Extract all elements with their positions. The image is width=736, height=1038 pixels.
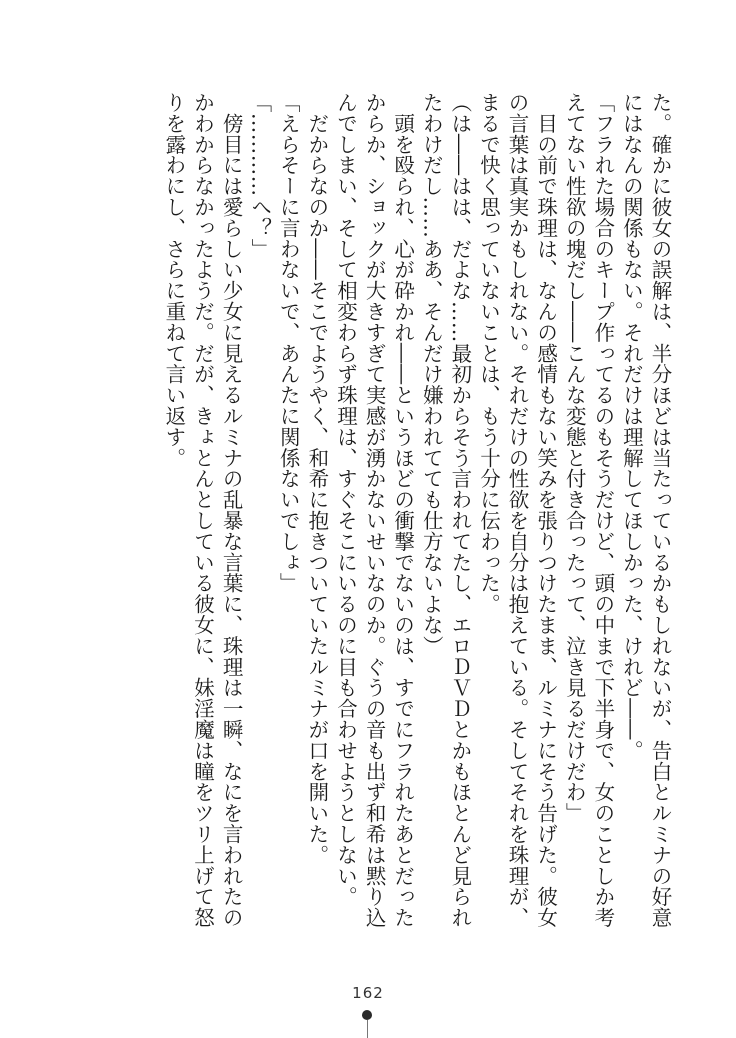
text-line: の言葉は真実かもしれない。それだけの性欲を自分は抱えている。そしてそれを珠理が、 <box>505 92 530 928</box>
page-marker-stem <box>367 1020 368 1038</box>
text-line: た。確かに彼女の誤解は、半分ほどは当たっているかもしれないが、告白とルミナの好意 <box>648 92 672 928</box>
text-line: 「えらそーに言わないで、あんたに関係ないでしょ」 <box>276 92 301 594</box>
text-line: 「…………へ？」 <box>247 92 272 260</box>
text-line: たわけだし……ああ、そんだけ嫌われてても仕方ないよな） <box>419 92 444 657</box>
text-line: からか、ショックが大きすぎて実感が湧かないせいなのか。ぐうの音も出ず和希は黙り込 <box>362 92 387 928</box>
text-line: えてない性欲の塊だし――こんな変態と付き合ったって、泣き見るだけだわ」 <box>562 92 587 824</box>
text-line: りを露わにし、さらに重ねて言い返す。 <box>161 92 186 469</box>
text-line: 頭を殴られ、心が砕かれ――というほどの衝撃でないのは、すでにフラれたあとだった <box>390 92 415 928</box>
text-line: （は――はは、だよな……最初からそう言われてたし、エロＤＶＤとかもほとんど見られ <box>447 92 472 928</box>
text-line: 傍目には愛らしい少女に見えるルミナの乱暴な言葉に、珠理は一瞬、なにを言われたの <box>219 92 244 928</box>
text-line: かわからなかったようだ。だが、きょとんとしている彼女に、妹淫魔は瞳をツリ上げて怒 <box>190 92 215 928</box>
page-footer <box>0 980 736 1038</box>
vertical-text-body <box>159 92 674 972</box>
text-line: まるで快く思っていないことは、もう十分に伝わった。 <box>476 92 501 615</box>
page-marker-dot-icon <box>362 1010 372 1020</box>
text-line: だからなのか――そこでようやく、和希に抱きついていたルミナが口を開いた。 <box>304 92 329 866</box>
page-number: 162 <box>352 984 384 1002</box>
text-line: んでしまい、そして相変わらず珠理は、すぐそこにいるのに目も合わせようとしない。 <box>333 92 358 908</box>
text-line: 「フラれた場合のキープ作ってるのもそうだけど、頭の中まで下半身で、女のことしか考 <box>590 92 615 928</box>
text-line: にはなんの関係もない。それだけは理解してほしかった、けれど――。 <box>619 92 644 761</box>
text-line: 目の前で珠理は、なんの感情もない笑みを張りつけたまま、ルミナにそう告げた。彼女 <box>533 92 558 928</box>
